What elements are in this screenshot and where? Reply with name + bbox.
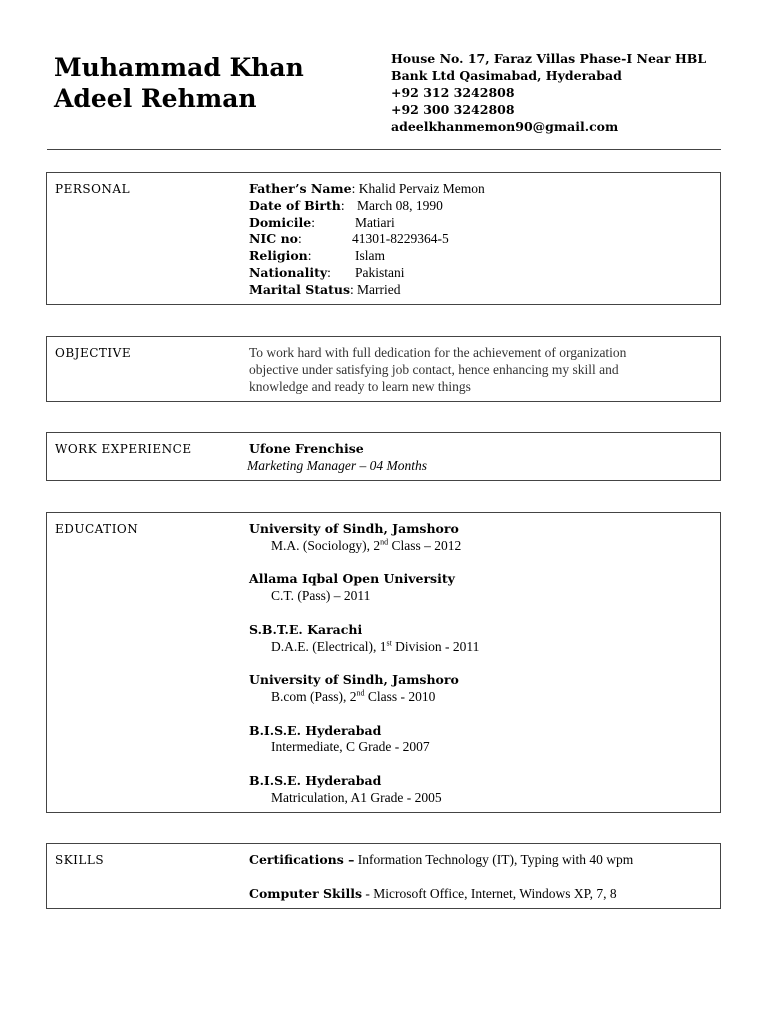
phone-1: +92 312 3242808 [391, 85, 515, 100]
degree-text: B.com (Pass), 2 [271, 688, 357, 704]
father-name-label: Father’s Name [249, 181, 352, 196]
objective-line-2: objective under satisfying job contact, hence enhancing my skill and [249, 361, 619, 377]
row-domicile [249, 215, 717, 232]
certifications-label: Certifications – [249, 852, 355, 867]
religion-sep: : [307, 248, 312, 264]
domicile-label: Domicile [249, 214, 312, 230]
certifications-line [249, 852, 717, 869]
domicile-sep: : [311, 214, 315, 230]
objective-text [249, 345, 717, 395]
dob-sep: : [340, 197, 345, 213]
education-institution: B.I.S.E. Hyderabad [249, 722, 382, 738]
phone-2: +92 300 3242808 [391, 102, 515, 117]
degree-rest: Class – 2012 [388, 537, 462, 553]
skills-heading: SKILLS [55, 853, 105, 867]
religion-label: Religion [249, 248, 308, 264]
education-item [249, 672, 717, 706]
degree-rest: Class - 2010 [364, 688, 436, 704]
education-item [249, 571, 717, 605]
personal-heading: PERSONAL [55, 182, 131, 196]
row-religion [249, 248, 717, 265]
education-institution: Allama Iqbal Open University [249, 571, 455, 587]
skills-details [249, 852, 717, 902]
religion-value: Islam [355, 248, 385, 264]
nic-sep: : [298, 231, 302, 247]
degree-ordinal: nd [356, 688, 365, 698]
nic-value: 41301-8229364-5 [352, 231, 449, 247]
computer-skills-line [249, 886, 717, 903]
education-degree [249, 588, 717, 605]
address-line-2: Bank Ltd Qasimabad, Hyderabad [391, 68, 622, 83]
row-nationality [249, 265, 717, 282]
nationality-sep: : [327, 264, 331, 280]
degree-text: M.A. (Sociology), 2 [271, 537, 381, 553]
row-nic [249, 231, 717, 248]
personal-section [46, 172, 721, 305]
father-name-value: Khalid Pervaiz Memon [358, 181, 485, 196]
education-item [249, 622, 717, 656]
education-institution: University of Sindh, Jamshoro [249, 521, 459, 536]
education-institution: University of Sindh, Jamshoro [249, 672, 459, 688]
education-degree [249, 538, 717, 555]
skills-section [46, 843, 721, 909]
degree-text: D.A.E. (Electrical), 1 [271, 638, 387, 654]
degree-ordinal: nd [380, 537, 389, 547]
row-marital-status [249, 282, 717, 299]
row-date-of-birth [249, 198, 717, 215]
marital-status-sep: : [350, 281, 354, 297]
marital-status-label: Marital Status [249, 281, 351, 297]
certifications-value: Information Technology (IT), Typing with 40 wpm [354, 852, 634, 867]
computer-skills-value: - Microsoft Office, Internet, Windows XP, 7, 8 [361, 885, 617, 901]
objective-line-3: knowledge and ready to learn new things [249, 378, 471, 394]
education-degree [249, 639, 717, 656]
marital-status-value: Married [357, 281, 401, 297]
education-heading: EDUCATION [55, 522, 139, 536]
email: adeelkhanmemon90@gmail.com [391, 119, 619, 134]
education-degree [249, 689, 717, 706]
degree-ordinal: st [386, 638, 392, 648]
dob-value: March 08, 1990 [357, 197, 443, 213]
work-company: Ufone Frenchise [249, 441, 364, 456]
contact-block [391, 50, 761, 135]
education-item [249, 723, 717, 757]
domicile-value: Matiari [355, 214, 395, 230]
degree-text: Matriculation, A1 Grade - 2005 [271, 789, 442, 805]
education-item [249, 773, 717, 807]
work-role: Marketing Manager – 04 Months [247, 457, 427, 473]
objective-line-1: To work hard with full dedication for the achievement of organization [249, 345, 627, 360]
address-line-1: House No. 17, Faraz Villas Phase-I Near HBL [391, 51, 707, 66]
work-heading: WORK EXPERIENCE [55, 442, 192, 456]
degree-text: C.T. (Pass) – 2011 [271, 588, 371, 604]
education-degree [249, 739, 717, 756]
row-father-name [249, 181, 717, 198]
objective-section [46, 336, 721, 402]
degree-rest: Division - 2011 [391, 638, 480, 654]
education-item [249, 521, 717, 555]
education-section [46, 512, 721, 813]
education-institution: B.I.S.E. Hyderabad [249, 772, 382, 788]
objective-heading: OBJECTIVE [55, 346, 132, 360]
education-degree [249, 790, 717, 807]
nic-label: NIC no [249, 231, 298, 247]
nationality-value: Pakistani [355, 264, 405, 280]
work-details [249, 441, 717, 475]
education-list [249, 521, 717, 807]
nationality-label: Nationality [249, 264, 328, 280]
candidate-name: Muhammad Khan Adeel Rehman [54, 53, 304, 113]
father-name-sep: : [351, 181, 356, 196]
degree-text: Intermediate, C Grade - 2007 [271, 739, 430, 755]
personal-details [249, 181, 717, 299]
work-experience-section [46, 432, 721, 481]
computer-skills-label: Computer Skills [249, 885, 362, 901]
dob-label: Date of Birth [249, 197, 341, 213]
header-divider [47, 149, 721, 150]
education-institution: S.B.T.E. Karachi [249, 621, 363, 637]
